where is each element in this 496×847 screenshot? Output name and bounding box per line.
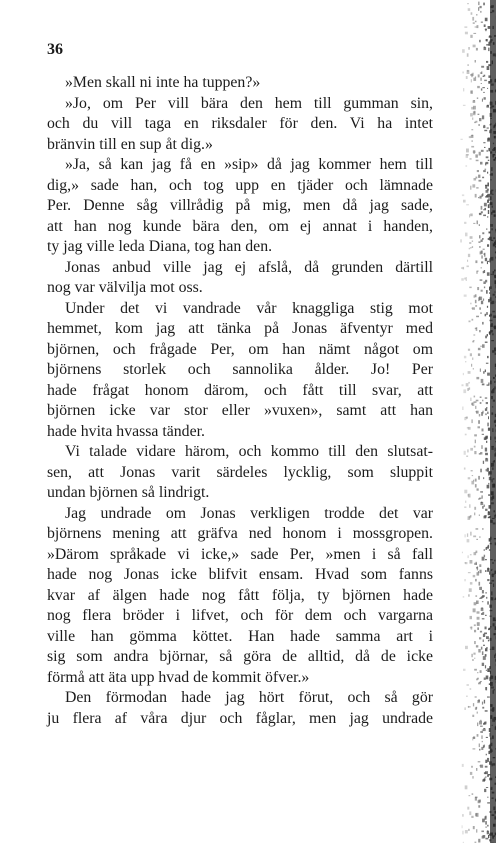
text-line: nog var välvilja mot oss. (47, 278, 433, 299)
text-line: ty jag ville leda Diana, tog han den. (47, 237, 433, 258)
text-line: hade hvita hvassa tänder. (47, 422, 433, 443)
text-line: björnen, och frågade Per, om han nämt något om (47, 340, 433, 361)
text-line: sen, att Jonas varit särdeles lycklig, som sluppit (47, 463, 433, 484)
binding-shadow (450, 0, 496, 843)
body-text (47, 73, 433, 729)
text-line: björnens storlek och sannolika ålder. Jo! Per (47, 360, 433, 381)
text-line: hemmet, kom jag att tänka på Jonas äfventyr med (47, 319, 433, 340)
text-line: förmå att äta upp hvad de kommit öfver.» (47, 668, 433, 689)
text-line: att han nog kunde bära den, om ej annat i handen, (47, 217, 433, 238)
text-line: ju flera af våra djur och fåglar, men jag undrade (47, 709, 433, 730)
text-line: Den förmodan hade jag hört förut, och så gör (47, 688, 433, 709)
text-line: Vi talade vidare härom, och kommo till den slutsat- (47, 442, 433, 463)
text-line: »Ja, så kan jag få en »sip» då jag kommer hem till (47, 155, 433, 176)
text-line: nog flera bröder i lifvet, och för dem och vargarna (47, 606, 433, 627)
text-line: kvar af älgen hade nog fått följa, ty björnen hade (47, 586, 433, 607)
text-line: björnen icke var stor eller »vuxen», samt att han (47, 401, 433, 422)
text-line: »Men skall ni inte ha tuppen?» (47, 73, 433, 94)
text-line: Jag undrade om Jonas verkligen trodde det var (47, 504, 433, 525)
page-binding-edge (450, 0, 496, 843)
text-line: och du vill taga en riksdaler för den. Vi ha intet (47, 114, 433, 135)
text-line: hade nog Jonas icke blifvit ensam. Hvad som fanns (47, 565, 433, 586)
text-line: dig,» sade han, och tog upp en tjäder och lämnade (47, 176, 433, 197)
page-number: 36 (47, 40, 63, 60)
text-line: bränvin till en sup åt dig.» (47, 135, 433, 156)
text-line: björnens mening att gräfva ned honom i mossgropen. (47, 524, 433, 545)
text-line: »Därom språkade vi icke,» sade Per, »men i så fall (47, 545, 433, 566)
text-line: Per. Denne såg villrådig på mig, men då jag sade, (47, 196, 433, 217)
text-line: ville han gömma köttet. Han hade samma art i (47, 627, 433, 648)
text-line: »Jo, om Per vill bära den hem till gumman sin, (47, 94, 433, 115)
text-line: Jonas anbud ville jag ej afslå, då grunden därtill (47, 258, 433, 279)
text-line: sig som andra björnar, så göra de alltid, då de icke (47, 647, 433, 668)
text-line: hade frågat honom därom, och fått till svar, att (47, 381, 433, 402)
text-line: Under det vi vandrade vår knaggliga stig mot (47, 299, 433, 320)
text-line: undan björnen så lindrigt. (47, 483, 433, 504)
